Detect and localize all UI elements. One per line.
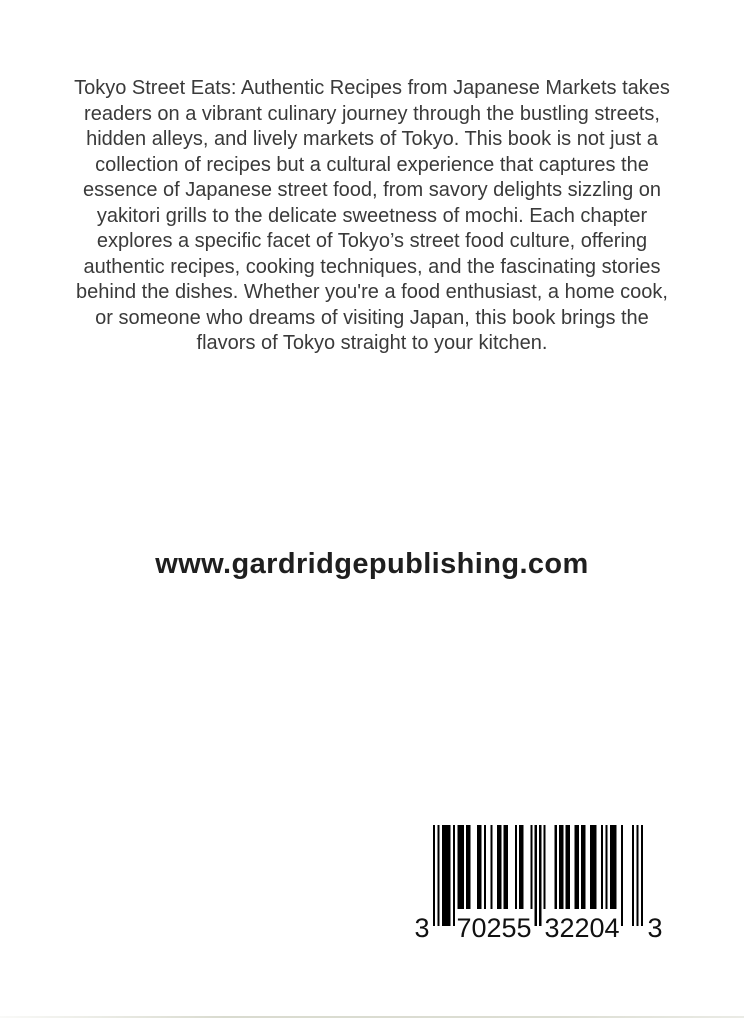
- page-bottom-edge-line: [0, 1016, 744, 1018]
- barcode-right-group: 32204: [544, 913, 620, 943]
- barcode-left-group: 70255: [456, 913, 532, 943]
- barcode-check-digit: 3: [647, 913, 663, 943]
- publisher-website-url: www.gardridgepublishing.com: [155, 548, 589, 580]
- barcode-bars: [433, 825, 643, 926]
- barcode: [413, 825, 665, 947]
- barcode-number-system-digit: 3: [414, 913, 430, 943]
- book-description-text: Tokyo Street Eats: Authentic Recipes from Japanese Markets takes readers on a vibrant culinary journey through the bustling streets, hidden alleys, and lively markets of Tokyo. This book is not just a collection of recipes but a cultural experience that captures the essence of Japanese street food, from savory delights sizzling on yakitori grills to the delicate sweetness of mochi. Each chapter explores a specific facet of Tokyo’s street food culture, offering authentic recipes, cooking techniques, and the fascinating stories behind the dishes. Whether you're a food enthusiast, a home cook, or someone who dreams of visiting Japan, this book brings the flavors of Tokyo straight to your kitchen.: [74, 77, 670, 354]
